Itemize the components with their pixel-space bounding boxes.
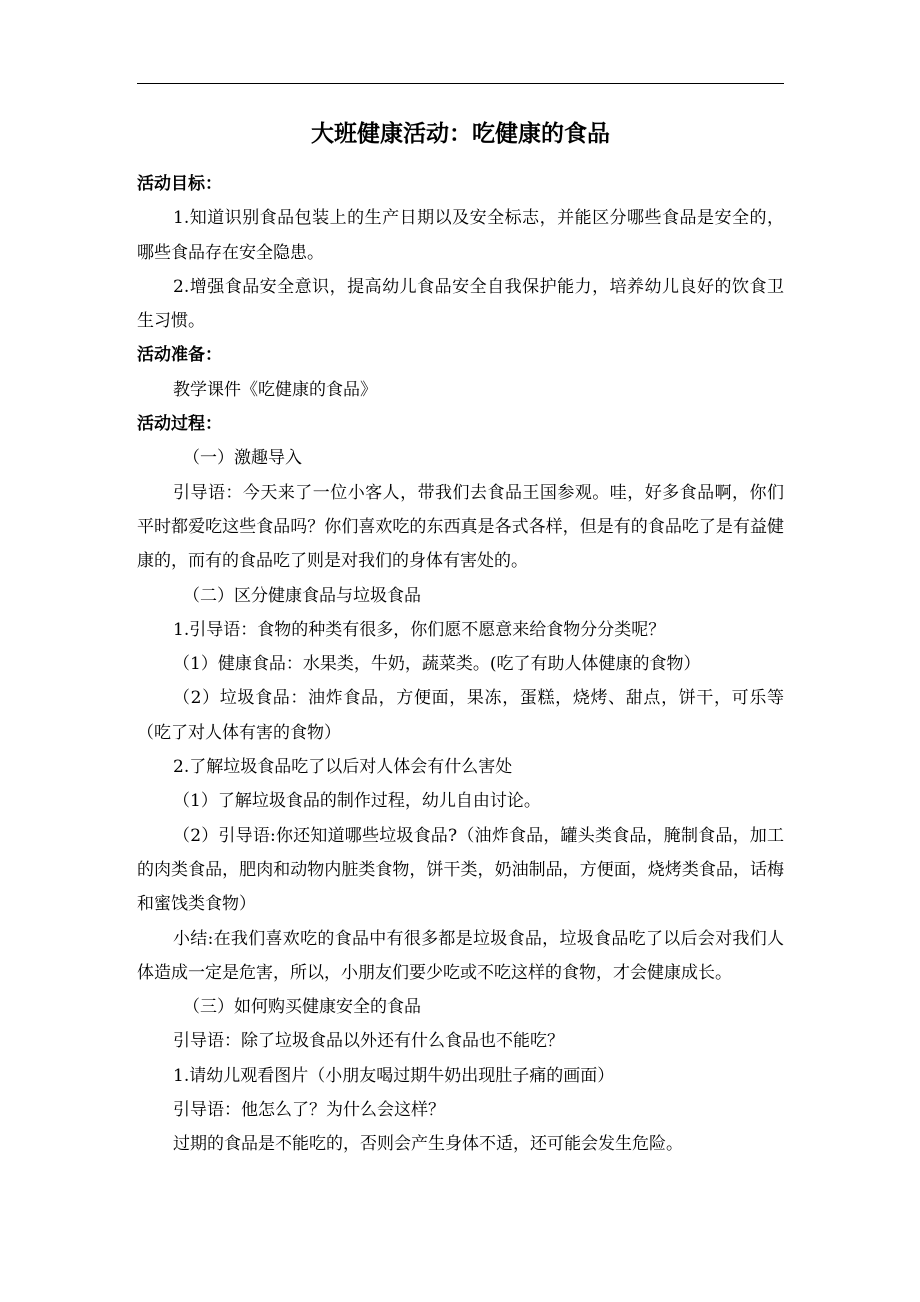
part2-question-2: 2.了解垃圾食品吃了以后对人体会有什么害处	[173, 757, 513, 778]
part2-summary: 小结:在我们喜欢吃的食品中有很多都是垃圾食品，垃圾食品吃了以后会对我们人体造成一定是危害，所以，小朋友们要少吃或不吃这样的食物，才会健康成长。	[137, 928, 784, 983]
document-title: 大班健康活动：吃健康的食品	[311, 121, 610, 147]
part2-junk-foods: （2）垃圾食品：油炸食品，方便面，果冻，蛋糕，烧烤、甜点，饼干，可乐等（吃了对人体有害的食物）	[137, 688, 784, 743]
goal-2: 2.增强食品安全意识，提高幼儿食品安全自我保护能力，培养幼儿良好的饮食卫生习惯。	[137, 276, 784, 332]
part2-title: （二）区分健康食品与垃圾食品	[183, 585, 421, 606]
part1-text: 引导语：今天来了一位小客人，带我们去食品王国参观。哇，好多食品啊，你们平时都爱吃这些食品吗？你们喜欢吃的东西真是各式各样，但是有的食品吃了是有益健康的，而有的食品吃了则是对我们的身体有害处的。	[137, 482, 784, 572]
part3-title: （三）如何购买健康安全的食品	[183, 997, 421, 1018]
prep-text: 教学课件《吃健康的食品》	[173, 379, 377, 400]
goal-1: 1.知道识别食品包装上的生产日期以及安全标志，并能区分哪些食品是安全的，哪些食品存在安全隐患。	[137, 208, 784, 263]
part3-question-1: 引导语：除了垃圾食品以外还有什么食品也不能吃？	[173, 1031, 564, 1052]
part2-question-1: 1.引导语：食物的种类有很多，你们愿不愿意来给食物分分类呢？	[173, 619, 666, 640]
part2-question-2-1: （1）了解垃圾食品的制作过程，幼儿自由讨论。	[173, 791, 541, 812]
prep-heading: 活动准备：	[137, 345, 222, 366]
part3-text: 过期的食品是不能吃的，否则会产生身体不适，还可能会发生危险。	[173, 1134, 683, 1155]
header-rule	[137, 83, 784, 84]
goals-heading: 活动目标：	[137, 174, 222, 194]
part3-picture: 1.请幼儿观看图片（小朋友喝过期牛奶出现肚子痛的画面）	[173, 1065, 615, 1086]
part3-question-2: 引导语：他怎么了？为什么会这样？	[173, 1100, 445, 1121]
document-body	[137, 167, 784, 1162]
part2-healthy-foods: （1）健康食品：水果类，牛奶，蔬菜类。(吃了有助人体健康的食物）	[173, 654, 701, 675]
part1-title: （一）激趣导入	[183, 448, 302, 469]
part2-question-2-2: （2）引导语:你还知道哪些垃圾食品?（油炸食品，罐头类食品，腌制食品，加工的肉类食品，肥肉和动物内脏类食物，饼干类，奶油制品，方便面，烧烤类食品，话梅和蜜饯类食物）	[137, 825, 784, 915]
process-heading: 活动过程：	[137, 414, 222, 435]
